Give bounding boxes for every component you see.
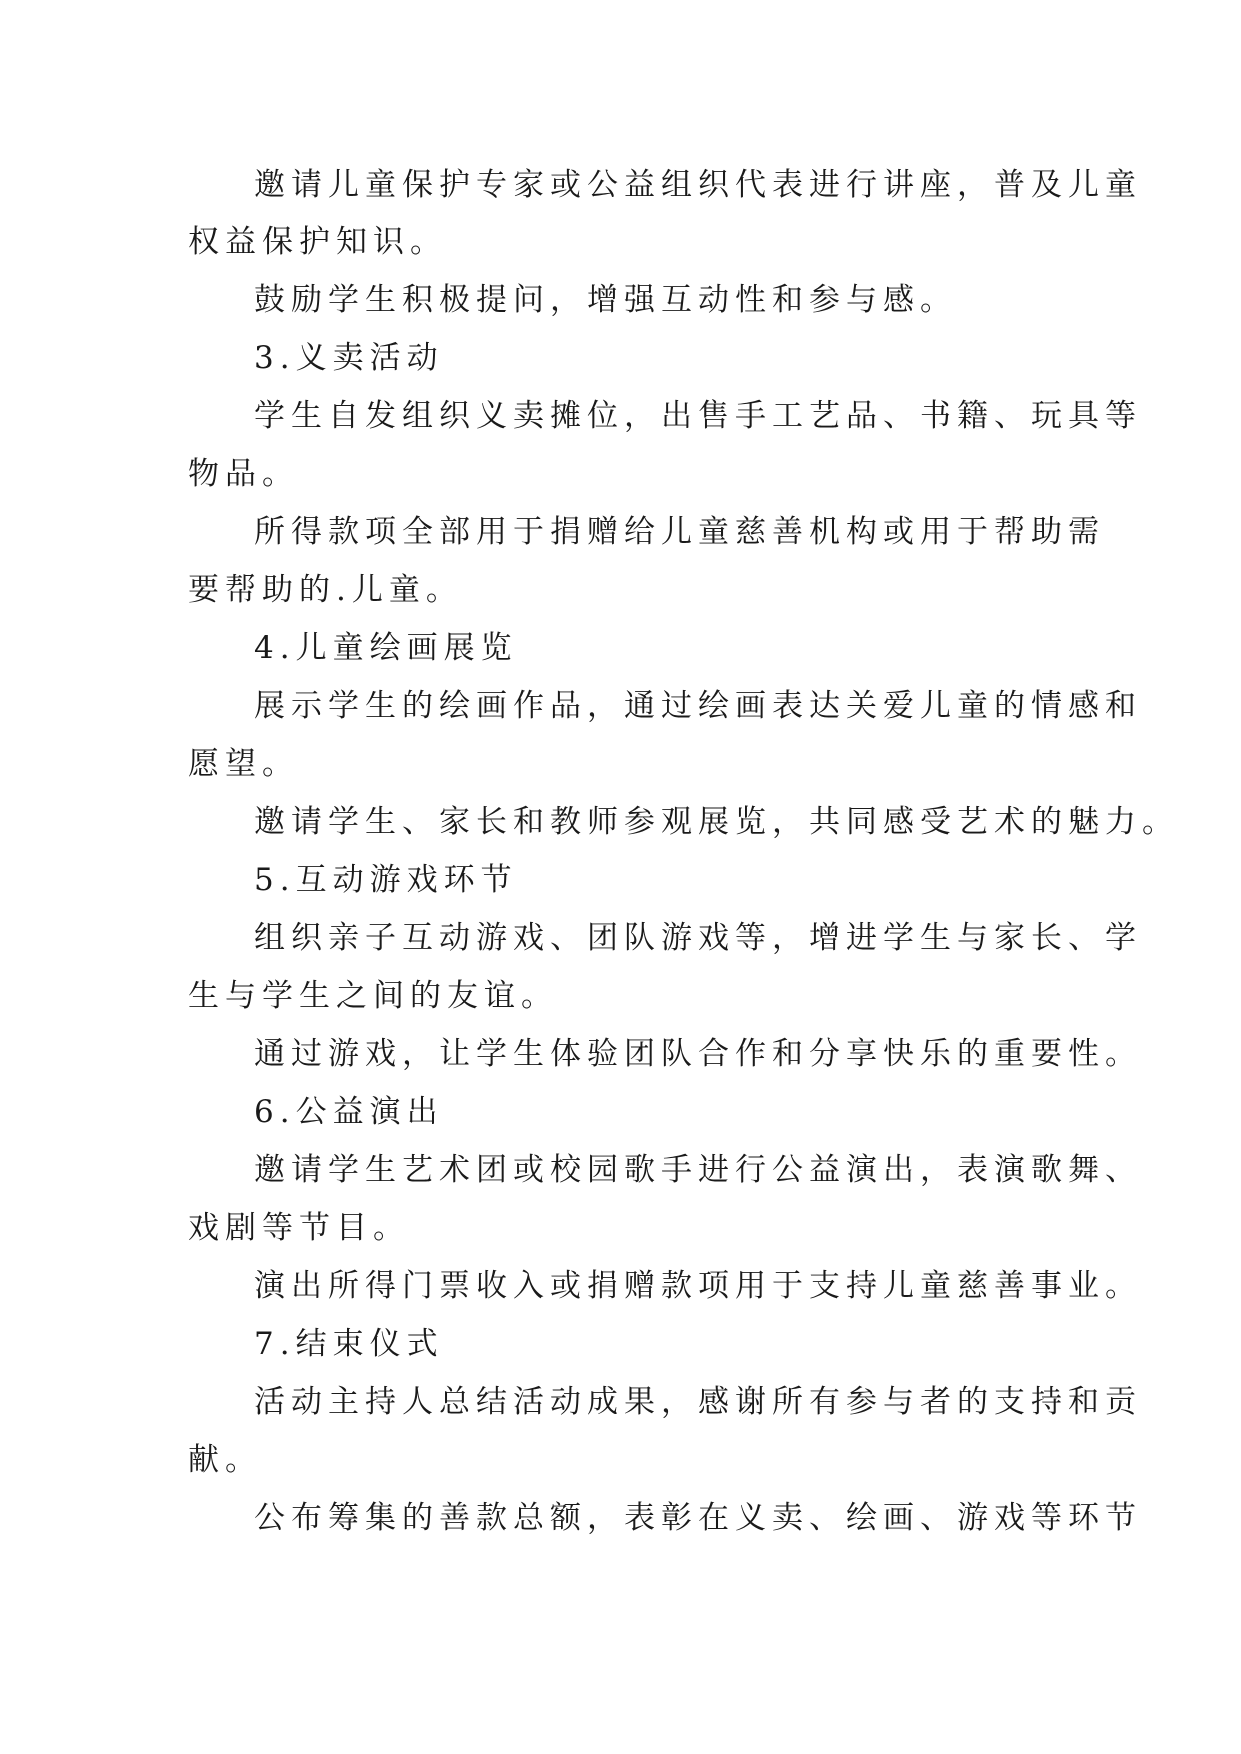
paragraph-line: 公布筹集的善款总额，表彰在义卖、绘画、游戏等环节: [254, 1500, 1142, 1536]
section-heading: 3.义卖活动: [254, 340, 444, 376]
paragraph-line: 所得款项全部用于捐赠给儿童慈善机构或用于帮助需: [254, 514, 1105, 550]
paragraph-line: 组织亲子互动游戏、团队游戏等，增进学生与家长、学: [254, 920, 1142, 956]
paragraph-line: 邀请学生艺术团或校园歌手进行公益演出，表演歌舞、: [254, 1152, 1142, 1188]
paragraph-line: 愿望。: [188, 746, 299, 782]
paragraph-line: 戏剧等节目。: [188, 1210, 410, 1246]
section-heading: 4.儿童绘画展览: [254, 630, 518, 666]
paragraph-line: 活动主持人总结活动成果，感谢所有参与者的支持和贡: [254, 1384, 1142, 1420]
paragraph-line: 展示学生的绘画作品，通过绘画表达关爱儿童的情感和: [254, 688, 1142, 724]
paragraph-line: 献。: [188, 1442, 262, 1478]
section-heading: 5.互动游戏环节: [254, 862, 518, 898]
paragraph-line: 通过游戏，让学生体验团队合作和分享快乐的重要性。: [254, 1036, 1142, 1072]
section-heading: 6.公益演出: [254, 1094, 444, 1130]
paragraph-line: 物品。: [188, 456, 299, 492]
paragraph-line: 鼓励学生积极提问，增强互动性和参与感。: [254, 282, 957, 318]
paragraph-line: 要帮助的.儿童。: [188, 572, 463, 608]
paragraph-line: 生与学生之间的友谊。: [188, 978, 558, 1014]
paragraph-line: 学生自发组织义卖摊位，出售手工艺品、书籍、玩具等: [254, 398, 1142, 434]
paragraph-line: 演出所得门票收入或捐赠款项用于支持儿童慈善事业。: [254, 1268, 1142, 1304]
paragraph-line: 权益保护知识。: [188, 224, 447, 260]
paragraph-line: 邀请学生、家长和教师参观展览，共同感受艺术的魅力。: [254, 804, 1179, 840]
paragraph-line: 邀请儿童保护专家或公益组织代表进行讲座，普及儿童: [254, 167, 1142, 203]
section-heading: 7.结束仪式: [254, 1326, 444, 1362]
